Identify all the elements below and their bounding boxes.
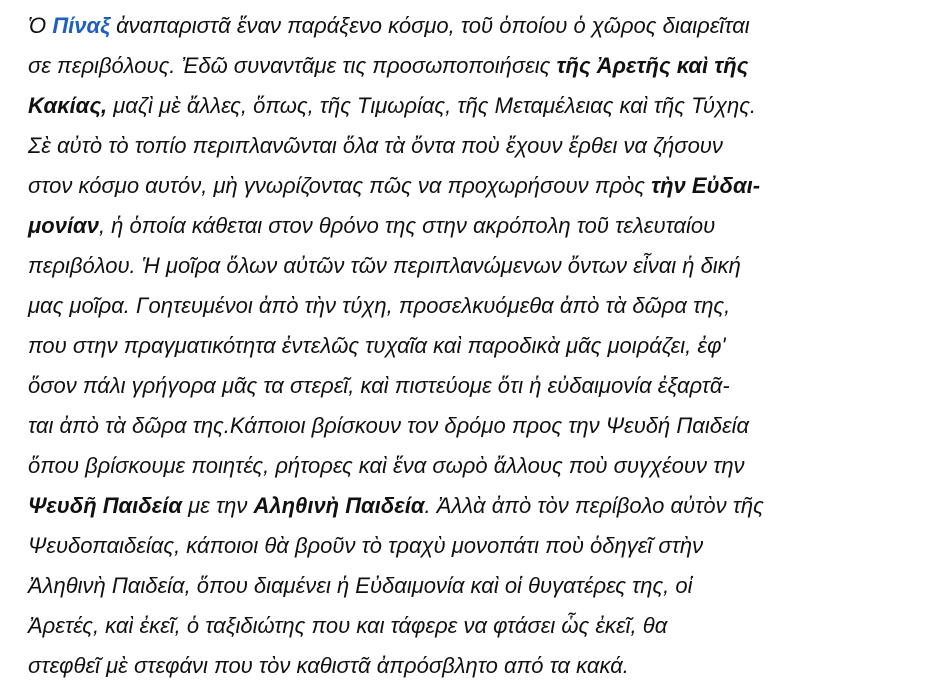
text-line <box>28 6 918 46</box>
bold-phrase: τῆς Ἀρετῆς καὶ τῆς <box>556 53 749 78</box>
text-segment: ται ἀπὸ τὰ δῶρα της.Κάποιοι βρίσκουν τον δρόμο προς την Ψευδή Παιδεία <box>28 413 750 438</box>
text-segment: στον κόσμο αυτόν, μὴ γνωρίζοντας πῶς να προχωρήσουν πρὸς <box>28 173 652 198</box>
text-line <box>28 646 918 686</box>
text-segment: με την <box>182 493 254 518</box>
text-line <box>28 246 918 286</box>
text-line <box>28 366 918 406</box>
text-segment: . Ἀλλὰ ἀπὸ τὸν περίβολο αὐτὸν τῆς <box>424 493 764 518</box>
text-segment: στεφθεῖ μὲ στεφάνι που τὸν καθιστᾶ ἀπρόσβλητο από τα κακά. <box>28 653 629 678</box>
text-segment: μας μοῖρα. Γοητευμένοι ἀπὸ τὴν τύχη, προσελκυόμεθα ἀπὸ τὰ δῶρα της, <box>28 293 731 318</box>
document-paragraph <box>28 6 918 686</box>
bold-phrase: μονίαν <box>28 213 99 238</box>
bold-phrase: Κακίας, <box>28 93 108 118</box>
text-segment: Ἀληθινὴ Παιδεία, ὅπου διαμένει ἡ Εὐδαιμονία καὶ οἱ θυγατέρες της, οἱ <box>28 573 693 598</box>
text-line <box>28 406 918 446</box>
text-segment: Ἀρετές, καὶ ἐκεῖ, ὁ ταξιδιώτης που και τάφερε να φτάσει ὧς ἐκεῖ, θα <box>28 613 668 638</box>
text-segment: ἀναπαριστᾶ ἕναν παράξενο κόσμο, τοῦ ὁποίου ὁ χῶρος διαιρεῖται <box>110 13 750 38</box>
text-segment: σε περιβόλους. Ἐδῶ συναντᾶμε τις προσωποποιήσεις <box>28 53 557 78</box>
text-segment: ὅσον πάλι γρήγορα μᾶς τα στερεῖ, καὶ πιστεύομε ὅτι ἡ εὐδαιμονία ἐξαρτᾶ- <box>28 373 730 398</box>
text-line <box>28 486 918 526</box>
text-segment: μαζὶ μὲ ἄλλες, ὅπως, τῆς Τιμωρίας, τῆς Μεταμέλειας καὶ τῆς Τύχης. <box>107 93 757 118</box>
text-line <box>28 326 918 366</box>
bold-phrase: Ψευδῆ Παιδεία <box>28 493 182 518</box>
text-line <box>28 526 918 566</box>
text-line <box>28 286 918 326</box>
text-line <box>28 446 918 486</box>
text-segment: , ἡ ὁποία κάθεται στον θρόνο της στην ακρόπολη τοῦ τελευταίου <box>98 213 716 238</box>
text-line <box>28 606 918 646</box>
text-line <box>28 126 918 166</box>
text-segment: Ψευδοπαιδείας, κάποιοι θὰ βροῦν τὸ τραχὺ μονοπάτι ποὺ ὁδηγεῖ στὴν <box>28 533 704 558</box>
text-segment: περιβόλου. Ἡ μοῖρα ὅλων αὐτῶν τῶν περιπλανώμενων ὄντων εἶναι ἡ δική <box>28 253 741 278</box>
bold-phrase: Αληθινὴ Παιδεία <box>253 493 425 518</box>
text-line <box>28 566 918 606</box>
text-line <box>28 166 918 206</box>
text-line <box>28 46 918 86</box>
text-segment: ὅπου βρίσκουμε ποιητές, ρήτορες καὶ ἕνα σωρὸ ἄλλους ποὺ συγχέουν την <box>28 453 745 478</box>
bold-phrase: τὴν Εὐδαι- <box>651 173 761 198</box>
highlighted-title-word: Πίναξ <box>52 13 110 38</box>
text-segment: που στην πραγματικότητα ἐντελῶς τυχαῖα καὶ παροδικὰ μᾶς μοιράζει, ἐφ' <box>28 333 726 358</box>
text-line <box>28 86 918 126</box>
text-segment: Σὲ αὐτὸ τὸ τοπίο περιπλανῶνται ὅλα τὰ ὄντα ποὺ ἔχουν ἔρθει να ζήσουν <box>28 133 723 158</box>
text-line <box>28 206 918 246</box>
text-segment: Ὁ <box>28 13 53 38</box>
